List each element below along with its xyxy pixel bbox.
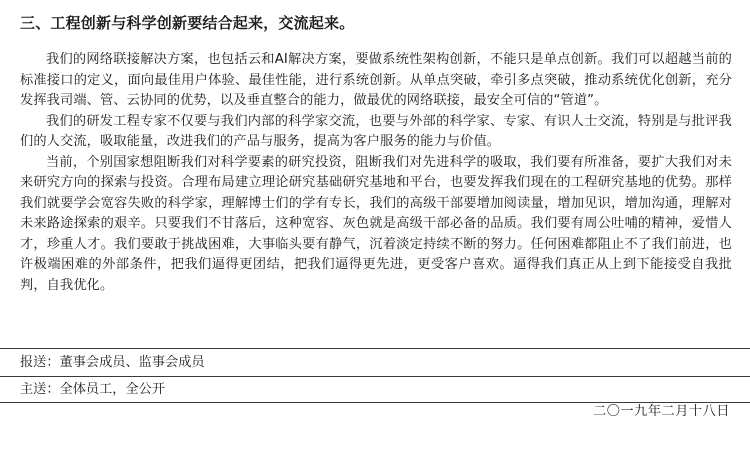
paragraph-expert-exchange: 我们的研发工程专家不仅要与我们内部的科学家交流，也要与外部的科学家、专家、有识人士交流，特别是与批评我们的人交流，吸取能量，改进我们的产品与服务，提高为客户服务的能力与价值。	[20, 113, 732, 149]
issue-date: 二〇一九年二月十八日	[593, 404, 730, 419]
send-to-line: 主送：全体员工，全公开	[20, 382, 166, 397]
paragraph-research-investment: 当前，个别国家想阻断我们对科学要素的研究投资，阻断我们对先进科学的吸取，我们要有所准备，要扩大我们对未来研究方向的探索与投资。合理布局建立理论研究基础研究基地和平台，也要发挥我们现在的工程研究基地的优势。那样我们就要学会宽容失败的科学家，理解博士们的学有专长，我们的高级干部要增加阅读量，增加见识，增加沟通，理解对未来路途探索的艰辛。只要我们不甘落后，这种宽容、灰色就是高级干部必备的品质。我们要有周公吐哺的精神，爱惜人才，珍重人才。我们要敢于挑战困难，大事临头要有静气，沉着淡定持续不断的努力。任何困难都阻止不了我们前进，也许极端困难的外部条件，把我们逼得更团结，把我们逼得更先进，更受客户喜欢。逼得我们真正从上到下能接受自我批判，自我优化。	[20, 154, 732, 293]
body-text	[20, 50, 732, 296]
paragraph-architecture-innovation: 我们的网络联接解决方案，也包括云和AI解决方案，要做系统性架构创新，不能只是单点创新。我们可以超越当前的标准接口的定义，面向最佳用户体验、最佳性能，进行系统创新。从单点突破，牵引多点突破，推动系统优化创新，充分发挥我司端、管、云协同的优势，以及垂直整合的能力，做最优的网络联接，最安全可信的“管道”。	[20, 52, 732, 108]
divider-top	[0, 348, 750, 349]
divider-middle	[0, 376, 750, 377]
report-to-line: 报送：董事会成员、监事会成员	[20, 355, 205, 370]
section-heading: 三、工程创新与科学创新要结合起来，交流起来。	[20, 14, 355, 32]
